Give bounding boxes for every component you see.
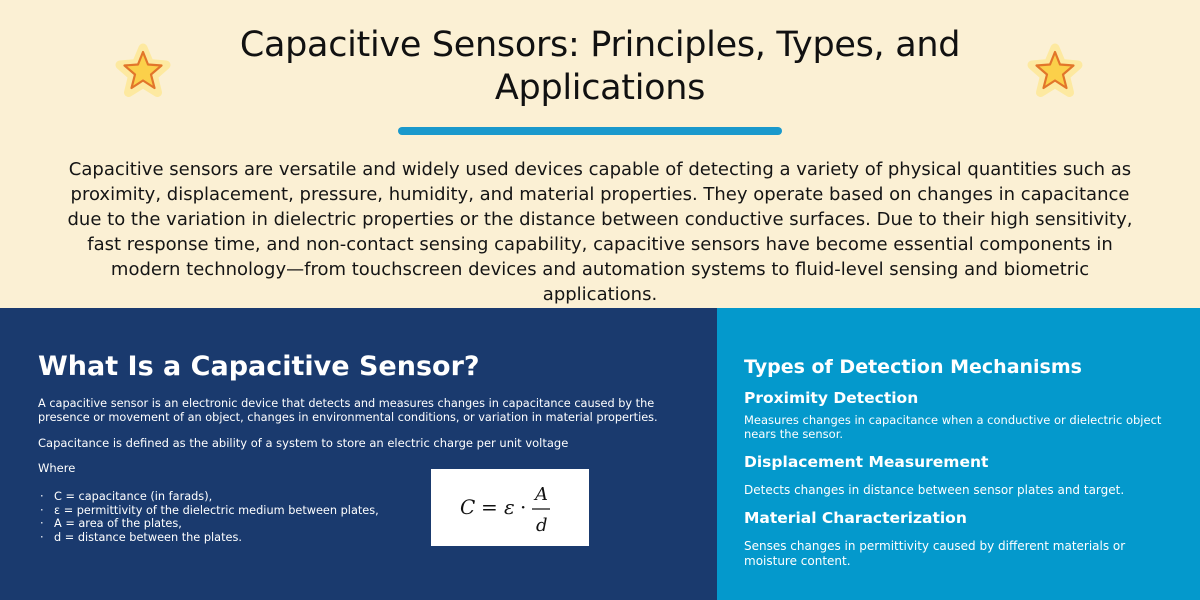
section-title: What Is a Capacitive Sensor? [38, 351, 480, 382]
formula-dot: · [520, 495, 527, 519]
capacitance-definition: Capacitance is defined as the ability of a system to store an electric charge per unit voltage [38, 436, 569, 450]
item-text: Detects changes in distance between sensor plates and target. [744, 483, 1125, 497]
list-item: · C = capacitance (in farads), [40, 490, 379, 504]
formula-equals: = [481, 495, 498, 519]
item-heading: Material Characterization [744, 509, 967, 527]
formula-numerator: A [535, 484, 548, 505]
formula-denominator: d [536, 515, 548, 536]
list-item: · A = area of the plates, [40, 517, 379, 531]
capacitance-formula [431, 469, 589, 546]
list-item: · ε = permittivity of the dielectric medium between plates, [40, 504, 379, 518]
detection-types-panel [717, 308, 1200, 600]
what-is-panel [0, 308, 717, 600]
intro-paragraph: Capacitive sensors are versatile and widely used devices capable of detecting a variety of physical quantities such as proximity, displacement, pressure, humidity, and material properties. They operate based on changes in capacitance due to the variation in dielectric properties or the distance between conductive surfaces. Due to their high sensitivity, fast response time, and non-contact sensing capability, capacitive sensors have become essential components in modern technology—from touchscreen devices and automation systems to fluid-level sensing and biometric applications. [67, 159, 1133, 305]
star-icon [1025, 42, 1085, 102]
list-item: · d = distance between the plates. [40, 531, 379, 545]
formula-c: C [460, 495, 476, 519]
formula-image [431, 469, 589, 546]
variable-list [40, 490, 379, 544]
formula-epsilon: ε [504, 495, 515, 519]
definition-text: A capacitive sensor is an electronic device that detects and measures changes in capacitance caused by the presence or movement of an object, changes in environmental conditions, or variation in material properties. [38, 397, 658, 424]
star-icon [113, 42, 173, 102]
item-heading: Displacement Measurement [744, 453, 989, 471]
item-text: Measures changes in capacitance when a conductive or dielectric object nears the sensor. [744, 413, 1162, 441]
page-title: Capacitive Sensors: Principles, Types, and Applications [239, 25, 961, 108]
where-label: Where [38, 461, 76, 475]
item-heading: Proximity Detection [744, 389, 919, 407]
section-title: Types of Detection Mechanisms [744, 356, 1082, 378]
item-text: Senses changes in permittivity caused by different materials or moisture content. [744, 539, 1126, 568]
title-underline [398, 127, 782, 135]
